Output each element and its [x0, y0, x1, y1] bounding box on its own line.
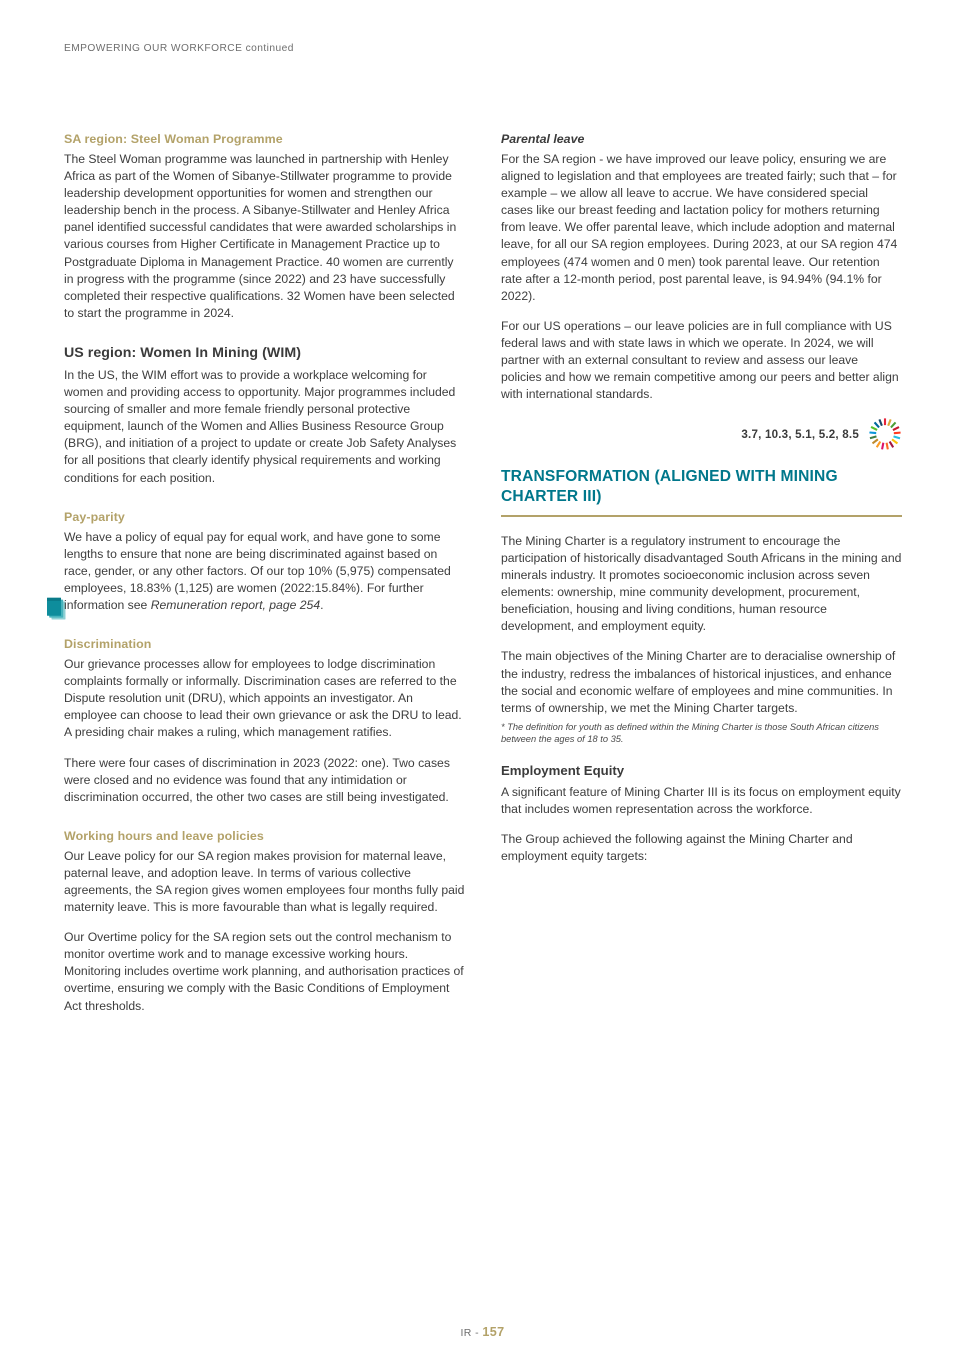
- heading-employment-equity: Employment Equity: [501, 763, 625, 779]
- section-heading-transformation: TRANSFORMATION (ALIGNED WITH MINING CHARTER III): [501, 468, 838, 505]
- sdg-indicator-row: [501, 417, 902, 451]
- spacer: [64, 819, 465, 828]
- two-column-body: [64, 131, 902, 1015]
- heading-pay-parity: Pay-parity: [64, 509, 125, 524]
- pay-parity-text-part2: .: [320, 597, 324, 612]
- paragraph-parental-leave-1: For the SA region - we have improved our leave policy, ensuring we are aligned to legislation and that employees are treated fairly; such that – for example – we allow all leave to accrue. We have considered special cases like our breast feeding and lactation policy for mothers returning from leave. We offer parental leave, which include adoption and maternal leave, for all our SA region employees. During 2023, at our SA region 474 employees (474 women and 0 men) took parental leave. Our retention rate after a 12-month period, post parental leave, is 94.94% (94.1% for 2022).: [501, 152, 898, 303]
- paragraph-employment-equity-2: The Group achieved the following against the Mining Charter and employment equity targets:: [501, 832, 853, 864]
- spacer: [64, 500, 465, 509]
- heading-sa-region-steel-woman: SA region: Steel Woman Programme: [64, 132, 283, 146]
- page-footer: [0, 1325, 965, 1339]
- spacer: [501, 451, 902, 467]
- paragraph-working-hours-2: Our Overtime policy for the SA region sets out the control mechanism to monitor overtime work and to manage excessive working hours. Monitoring includes overtime work planning, and authorisation practices of overtime, ensuring we comply with the Basic Conditions of Employment Act thresholds.: [64, 930, 464, 1013]
- spacer: [501, 746, 902, 762]
- paragraph-transformation-1: The Mining Charter is a regulatory instrument to encourage the participation of historically disadvantaged South Africans in the mining and minerals industry. It promotes socioeconomic inclusion across seven elements: ownership, mine community development, procurement, beneficiation, housing and living conditions, human resource development, and employment equity.: [501, 533, 902, 634]
- paragraph-parental-leave-2: For our US operations – our leave policies are in full compliance with US federal laws and with state laws in which we operate. In 2024, we will partner with an external consultant to review and assess our leave policies and how we remain competitive among our peers and better align with international standards.: [501, 318, 899, 402]
- footnote-youth-definition: * The definition for youth as defined within the Mining Charter is those South African citizens between the ages of 18 to 35.: [501, 721, 879, 745]
- heading-discrimination: Discrimination: [64, 637, 152, 652]
- paragraph-transformation-2: The main objectives of the Mining Charter are to deracialise ownership of the industry, redress the imbalances of historical injustices, and enhance the social and economic welfare of employees and mine communities. In terms of ownership, we met the Mining Charter targets.: [501, 649, 896, 715]
- pay-parity-text-part1: We have a policy of equal pay for equal work, and have gone to some lengths to ensure that none are being discriminated against based on race, gender, or any other factors. Of our top 10% (5,975) compensated employees, 18.83% (1,125) are women (2022:15.84%). For further information see: [64, 529, 451, 612]
- paragraph-discrimination-2: There were four cases of discrimination in 2023 (2022: one). Two cases were closed and no evidence was found that any intimidation or discrimination occurred, the other two cases are still being investigated.: [64, 755, 450, 804]
- pay-parity-reference-link[interactable]: Remuneration report, page 254: [150, 597, 321, 612]
- right-column: [501, 131, 902, 1015]
- footer-page-number: 157: [482, 1325, 505, 1339]
- heading-us-region-wim: US region: Women In Mining (WIM): [64, 344, 301, 361]
- running-header: EMPOWERING OUR WORKFORCE continued: [64, 43, 294, 54]
- heading-parental-leave: Parental leave: [501, 132, 585, 146]
- left-column: [64, 131, 465, 1015]
- sdg-code-list: 3.7, 10.3, 5.1, 5.2, 8.5: [741, 427, 859, 441]
- paragraph-steel-woman: The Steel Woman programme was launched in partnership with Henley Africa as part of the Women of Sibanye-Stillwater programme to provide leadership development opportunities for women and strengthen our leadership bench in the process. A Sibanye-Stillwater and Henley Africa panel identified successful candidates that were awarded scholarships in various courses from Higher Certificate in Management Practice up to Postgraduate Diploma in Management Practice. 40 women are currently in progress with the programme (since 2022) and 23 have successfully completed their respective qualifications. 32 Women have been selected to start the programme in 2024.: [64, 152, 457, 320]
- spacer: [64, 627, 465, 636]
- footer-prefix: IR -: [460, 1327, 483, 1339]
- paragraph-working-hours-1: Our Leave policy for our SA region makes provision for maternal leave, paternal leave, and adoption leave. In terms of various collective agreements, the SA region gives women employees four months fully paid maternity leave. This is more favourable than what is legally required.: [64, 848, 465, 915]
- heading-working-hours-and-leave-policies: Working hours and leave policies: [64, 828, 264, 843]
- paragraph-discrimination-1: Our grievance processes allow for employees to lodge discrimination complaints formally or informally. Discrimination cases are referred to the Dispute resolution unit (DRU), which appoints an investigator. An employee can choose to lead their own grievance or ask the DRU to lead. A presiding chair makes a ruling, which management ratifies.: [64, 657, 462, 740]
- paragraph-wim: In the US, the WIM effort was to provide a workplace welcoming for women and providing access to opportunity. Major programmes included sourcing of smaller and more female friendly personal protective equipment, launch of the Women and Allies Business Resource Group (BRG), and initiation of a project to update or create Job Safety Analyses for all positions that clearly identify physical requirements and working conditions for each position.: [64, 367, 457, 485]
- paragraph-pay-parity: [64, 529, 465, 614]
- sdg-colour-wheel-icon: [868, 417, 902, 451]
- section-divider-rule: [501, 515, 902, 517]
- spacer: [64, 335, 465, 344]
- paragraph-employment-equity-1: A significant feature of Mining Charter III is its focus on employment equity that includes women representation across the workforce.: [501, 785, 901, 817]
